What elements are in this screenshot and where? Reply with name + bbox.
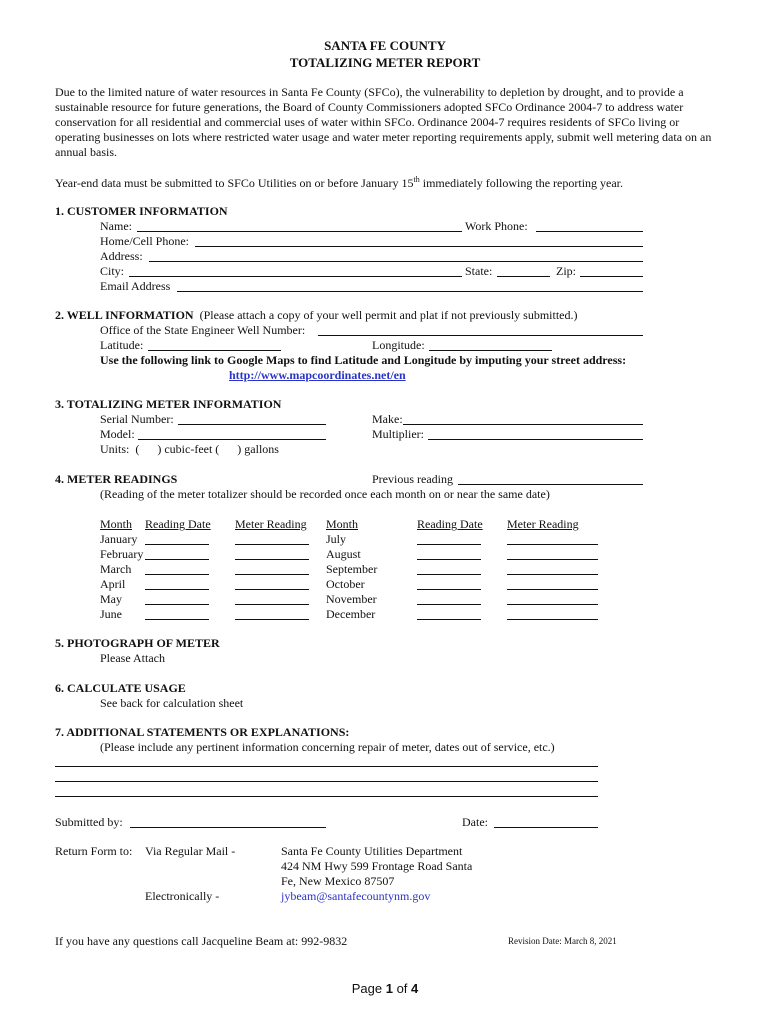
section2-note: (Please attach a copy of your well permit and plat if not previously submitted.) (199, 308, 578, 322)
model-field[interactable] (138, 427, 326, 440)
date-label: Date: (462, 815, 488, 829)
col-reading-left: Meter Reading (235, 517, 307, 531)
submitted-by-label: Submitted by: (55, 815, 123, 829)
deadline-text (55, 175, 623, 191)
title-report: TOTALIZING METER REPORT (289, 55, 481, 70)
reading-date-field[interactable] (417, 532, 481, 545)
title-county: SANTA FE COUNTY (324, 38, 446, 53)
section6-note: See back for calculation sheet (100, 696, 244, 710)
month-label: January (100, 532, 138, 546)
section5-heading: 5. PHOTOGRAPH OF METER (55, 636, 220, 650)
make-label: Make: (372, 412, 403, 426)
submitted-by-field[interactable] (130, 815, 326, 828)
col-reading-right: Meter Reading (507, 517, 579, 531)
meter-reading-field[interactable] (235, 532, 309, 545)
meter-reading-field[interactable] (507, 562, 598, 575)
home-phone-label: Home/Cell Phone: (100, 234, 189, 248)
meter-reading-field[interactable] (235, 547, 309, 560)
section3-heading: 3. TOTALIZING METER INFORMATION (55, 397, 282, 411)
return-label: Return Form to: (55, 844, 133, 858)
section2-heading: 2. WELL INFORMATION (55, 308, 194, 322)
section1-heading: 1. CUSTOMER INFORMATION (55, 204, 228, 218)
mail-label: Via Regular Mail - (145, 844, 236, 858)
email-link[interactable]: jybeam@santafecountynm.gov (281, 889, 431, 903)
email-label: Email Address (100, 279, 171, 293)
col-date-left: Reading Date (145, 517, 211, 531)
reading-date-field[interactable] (417, 577, 481, 590)
zip-label: Zip: (556, 264, 576, 278)
reading-date-field[interactable] (417, 547, 481, 560)
page-number (0, 981, 770, 996)
section2-heading-line (55, 308, 577, 323)
meter-reading-field[interactable] (507, 607, 598, 620)
maps-note: Use the following link to Google Maps to find Latitude and Longitude by imputing your street address: (100, 353, 627, 367)
previous-reading-label: Previous reading (372, 472, 453, 486)
meter-reading-field[interactable] (507, 547, 598, 560)
col-date-right: Reading Date (417, 517, 483, 531)
address-line-1: Santa Fe County Utilities Department (281, 844, 463, 858)
page-current: 1 (385, 981, 393, 996)
meter-reading-field[interactable] (235, 607, 309, 620)
address-field[interactable] (149, 249, 643, 262)
reading-date-field[interactable] (145, 532, 209, 545)
meter-reading-field[interactable] (235, 577, 309, 590)
deadline-post: immediately following the reporting year. (419, 176, 624, 190)
intro-paragraph: Due to the limited nature of water resources in Santa Fe County (SFCo), the vulnerability to depletion by drought, and to provide a sustainable resource for future generations, the Board of County Commissioners adopted SFCo Ordinance 2004-7 to address water conservation for all residential and commercial uses of water within SFCo. Ordinance 2004-7 requires residents of SFCo living or operating businesses on lots where restricted water usage and water meter reporting requirements apply, submit well metering data on an annual basis. (55, 85, 712, 159)
reading-date-field[interactable] (145, 607, 209, 620)
model-label: Model: (100, 427, 135, 441)
page-word: Page (351, 981, 386, 996)
meter-reading-field[interactable] (507, 577, 598, 590)
month-label: February (100, 547, 144, 561)
units-label: Units: (100, 442, 130, 456)
city-label: City: (100, 264, 125, 278)
explanation-line-2[interactable] (55, 781, 598, 782)
address-label: Address: (100, 249, 143, 263)
state-field[interactable] (497, 264, 550, 277)
month-label: March (100, 562, 132, 576)
make-field[interactable] (403, 412, 643, 425)
address-line-3: Fe, New Mexico 87507 (281, 874, 395, 888)
electronic-label: Electronically - (145, 889, 220, 903)
previous-reading-field[interactable] (458, 472, 643, 485)
longitude-label: Longitude: (372, 338, 425, 352)
serial-number-field[interactable] (178, 412, 326, 425)
revision-date: Revision Date: March 8, 2021 (508, 936, 617, 946)
multiplier-label: Multiplier: (372, 427, 424, 441)
meter-reading-field[interactable] (235, 592, 309, 605)
address-line-2: 424 NM Hwy 599 Frontage Road Santa (281, 859, 473, 873)
month-label: November (326, 592, 377, 606)
month-label: August (326, 547, 361, 561)
readings-note: (Reading of the meter totalizer should be recorded once each month on or near the same date) (100, 487, 550, 501)
name-field[interactable] (137, 219, 462, 232)
deadline-sup: th (413, 175, 420, 184)
section7-heading: 7. ADDITIONAL STATEMENTS OR EXPLANATIONS: (55, 725, 350, 739)
explanation-line-1[interactable] (55, 766, 598, 767)
date-field[interactable] (494, 815, 598, 828)
ose-well-number-field[interactable] (318, 323, 643, 336)
multiplier-field[interactable] (428, 427, 643, 440)
section5-note: Please Attach (100, 651, 165, 665)
section4-heading: 4. METER READINGS (55, 472, 178, 486)
col-month-left: Month (100, 517, 133, 531)
latitude-label: Latitude: (100, 338, 144, 352)
month-label: July (326, 532, 347, 546)
meter-reading-field[interactable] (507, 592, 598, 605)
reading-date-field[interactable] (417, 592, 481, 605)
month-label: April (100, 577, 126, 591)
explanation-line-3[interactable] (55, 796, 598, 797)
work-phone-label: Work Phone: (465, 219, 528, 233)
latitude-field[interactable] (148, 338, 281, 351)
serial-label: Serial Number: (100, 412, 174, 426)
questions-text: If you have any questions call Jacqueline Beam at: 992-9832 (55, 934, 348, 948)
longitude-field[interactable] (429, 338, 552, 351)
meter-reading-field[interactable] (235, 562, 309, 575)
name-label: Name: (100, 219, 132, 233)
reading-date-field[interactable] (145, 577, 209, 590)
reading-date-field[interactable] (145, 562, 209, 575)
work-phone-field[interactable] (536, 219, 643, 232)
home-phone-field[interactable] (195, 234, 643, 247)
page-total: 4 (411, 981, 419, 996)
month-label: December (326, 607, 376, 621)
units-line (100, 442, 279, 457)
city-field[interactable] (129, 264, 462, 277)
section6-heading: 6. CALCULATE USAGE (55, 681, 186, 695)
state-label: State: (465, 264, 493, 278)
ose-label: Office of the State Engineer Well Number: (100, 323, 306, 337)
col-month-right: Month (326, 517, 359, 531)
zip-field[interactable] (580, 264, 643, 277)
month-label: September (326, 562, 378, 576)
reading-date-field[interactable] (145, 547, 209, 560)
deadline-pre: Year-end data must be submitted to SFCo Utilities on or before January 15 (55, 176, 414, 190)
reading-date-field[interactable] (417, 562, 481, 575)
page-of: of (392, 981, 412, 996)
section7-note: (Please include any pertinent information concerning repair of meter, dates out of service, etc.) (100, 740, 555, 754)
email-field[interactable] (177, 279, 643, 292)
map-coordinates-link[interactable]: http://www.mapcoordinates.net/en (229, 368, 406, 382)
month-label: June (100, 607, 122, 621)
reading-date-field[interactable] (145, 592, 209, 605)
meter-reading-field[interactable] (507, 532, 598, 545)
month-label: May (100, 592, 122, 606)
month-label: October (326, 577, 365, 591)
reading-date-field[interactable] (417, 607, 481, 620)
units-options[interactable]: ( ) cubic-feet ( ) gallons (135, 442, 279, 456)
